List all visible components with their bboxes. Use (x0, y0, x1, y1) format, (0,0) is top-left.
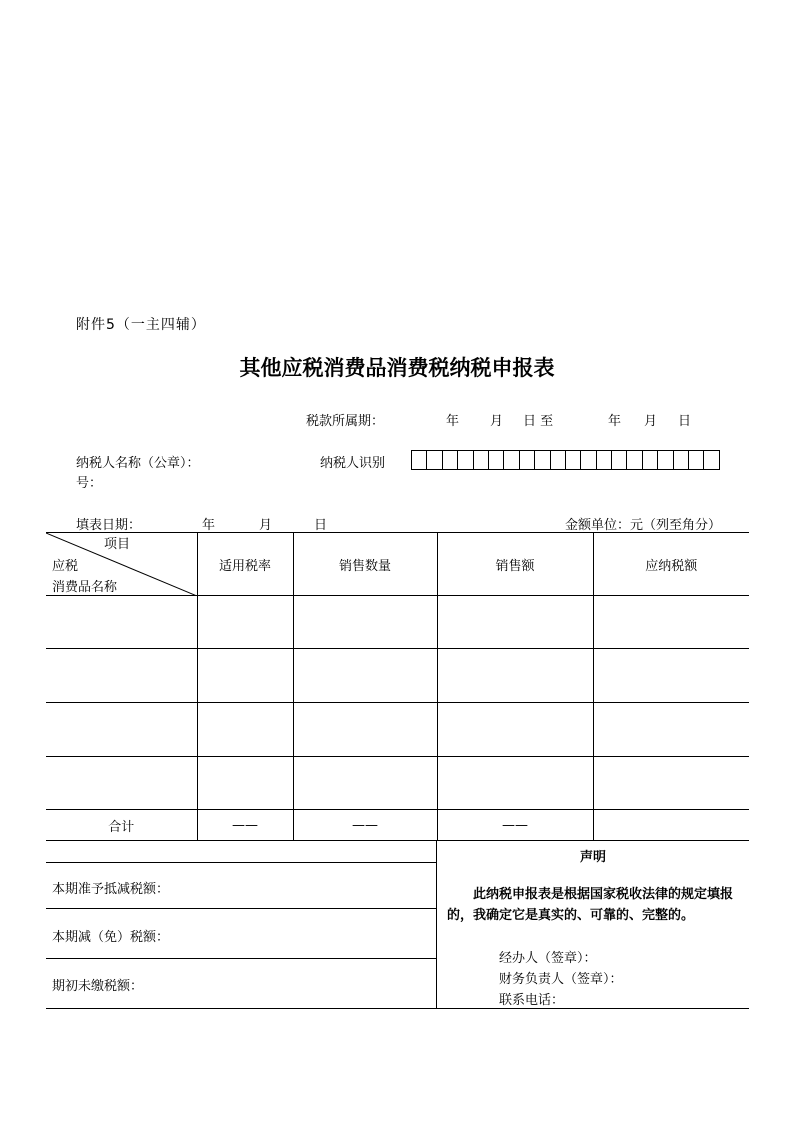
deduction-panel (46, 841, 437, 1008)
taxpayer-id-boxes[interactable] (411, 450, 720, 470)
sales-quantity-cell[interactable] (293, 757, 437, 810)
contact-phone-label: 联系电话： (499, 993, 565, 1008)
id-digit-box[interactable] (566, 450, 581, 470)
tax-payable-cell[interactable] (593, 757, 749, 810)
diagonal-header-cell (46, 533, 197, 596)
id-digit-box[interactable] (489, 450, 504, 470)
sales-quantity-cell[interactable] (293, 596, 437, 649)
id-digit-box[interactable] (520, 450, 535, 470)
table-row (46, 757, 749, 810)
tax-table (46, 532, 749, 841)
total-tax-payable-cell[interactable] (593, 810, 749, 841)
table-row (46, 596, 749, 649)
id-digit-box[interactable] (474, 450, 489, 470)
table-row (46, 649, 749, 703)
sales-amount-cell[interactable] (437, 649, 593, 703)
tax-payable-cell[interactable] (593, 649, 749, 703)
period-month-from: 月 (490, 414, 504, 429)
declaration-panel (437, 841, 749, 1008)
tax-rate-cell[interactable] (197, 649, 293, 703)
reduced-tax-row[interactable] (46, 909, 436, 959)
id-digit-box[interactable] (581, 450, 596, 470)
handler-signature-label: 经办人（签章）： (499, 951, 597, 966)
id-digit-box[interactable] (597, 450, 612, 470)
header-sales-amount: 销售额 (437, 533, 593, 596)
total-tax-rate-dash: —— (197, 810, 293, 841)
declaration-text (447, 884, 747, 926)
sales-amount-cell[interactable] (437, 703, 593, 757)
id-digit-box[interactable] (551, 450, 566, 470)
fill-date-month: 月 (259, 518, 273, 533)
id-digit-box[interactable] (689, 450, 704, 470)
taxpayer-id-label: 纳税人识别 (320, 456, 386, 471)
fill-date-label: 填表日期： (76, 518, 142, 533)
bottom-section (46, 840, 749, 1009)
sales-amount-cell[interactable] (437, 757, 593, 810)
period-year-from: 年 (446, 414, 460, 429)
fill-date-year: 年 (202, 518, 216, 533)
taxpayer-name-label: 纳税人名称（公章）： (76, 456, 200, 471)
declaration-body: 此纳税申报表是根据国家税收法律的规定填报的，我确定它是真实的、可靠的、完整的。 (447, 887, 734, 923)
table-row (46, 703, 749, 757)
header-item: 项目 (104, 537, 131, 552)
total-quantity-dash: —— (293, 810, 437, 841)
id-digit-box[interactable] (412, 450, 427, 470)
period-month-to: 月 (644, 414, 658, 429)
sales-quantity-cell[interactable] (293, 703, 437, 757)
product-name-cell[interactable] (46, 757, 197, 810)
id-digit-box[interactable] (427, 450, 442, 470)
id-digit-box[interactable] (643, 450, 658, 470)
tax-rate-cell[interactable] (197, 757, 293, 810)
deductible-tax-row[interactable] (46, 863, 436, 909)
reduced-tax-label: 本期减（免）税额： (52, 930, 170, 945)
period-year-to: 年 (608, 414, 622, 429)
product-name-cell[interactable] (46, 649, 197, 703)
fill-date-day: 日 (314, 518, 328, 533)
id-digit-box[interactable] (443, 450, 458, 470)
opening-unpaid-label: 期初未缴税额： (52, 979, 144, 994)
id-digit-box[interactable] (458, 450, 473, 470)
period-day-from: 日 至 (523, 414, 554, 429)
product-name-cell[interactable] (46, 703, 197, 757)
total-row (46, 810, 749, 841)
attachment-label: 附件5（一主四辅） (76, 317, 206, 333)
id-digit-box[interactable] (704, 450, 719, 470)
header-sales-quantity: 销售数量 (293, 533, 437, 596)
sales-quantity-cell[interactable] (293, 649, 437, 703)
id-digit-box[interactable] (658, 450, 673, 470)
opening-unpaid-row[interactable] (46, 959, 436, 1008)
tax-period-label: 税款所属期： (306, 414, 385, 429)
amount-unit-label: 金额单位：元（列至角分） (565, 518, 722, 533)
declaration-title: 声明 (579, 850, 606, 865)
tax-rate-cell[interactable] (197, 703, 293, 757)
id-digit-box[interactable] (627, 450, 642, 470)
form-title: 其他应税消费品消费税纳税申报表 (239, 356, 555, 380)
taxpayer-name-label-wrap: 号： (76, 476, 103, 491)
sales-amount-cell[interactable] (437, 596, 593, 649)
period-day-to: 日 (678, 414, 692, 429)
finance-signature-label: 财务负责人（签章）： (499, 972, 623, 987)
tax-rate-cell[interactable] (197, 596, 293, 649)
header-tax-rate: 适用税率 (197, 533, 293, 596)
total-sales-dash: —— (437, 810, 593, 841)
tax-payable-cell[interactable] (593, 703, 749, 757)
header-product-name: 消费品名称 (52, 580, 118, 595)
header-taxable: 应税 (52, 559, 79, 574)
id-digit-box[interactable] (504, 450, 519, 470)
id-digit-box[interactable] (674, 450, 689, 470)
header-tax-payable: 应纳税额 (593, 533, 749, 596)
deductible-tax-label: 本期准予抵减税额： (52, 882, 170, 897)
blank-row (46, 841, 436, 863)
total-label: 合计 (46, 810, 197, 841)
id-digit-box[interactable] (535, 450, 550, 470)
product-name-cell[interactable] (46, 596, 197, 649)
tax-payable-cell[interactable] (593, 596, 749, 649)
id-digit-box[interactable] (612, 450, 627, 470)
